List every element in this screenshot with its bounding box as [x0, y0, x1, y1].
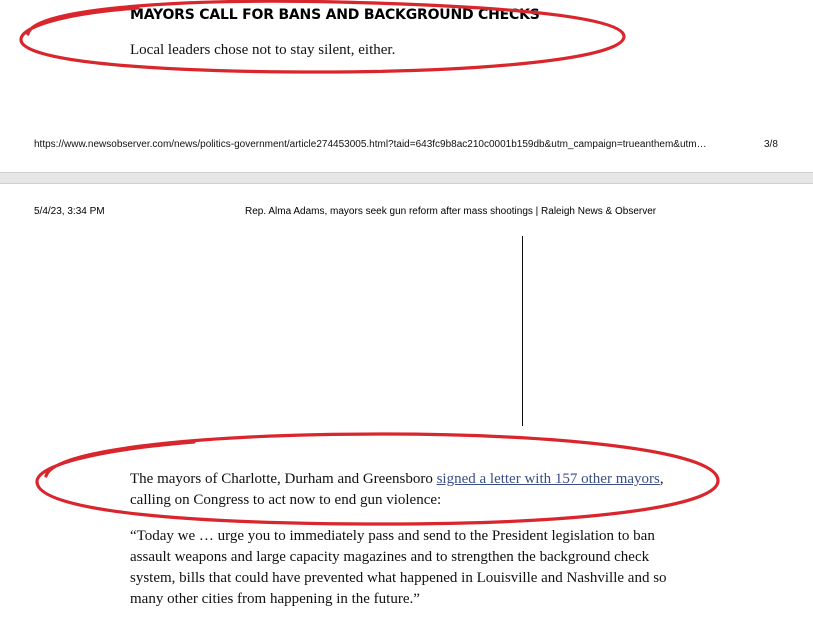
mayors-paragraph	[130, 469, 690, 511]
section-headline: MAYORS CALL FOR BANS AND BACKGROUND CHECKS	[130, 7, 540, 23]
mayors-text-start: The mayors of Charlotte, Durham and Greensboro	[130, 471, 437, 487]
page-separator	[0, 172, 813, 184]
signed-letter-link[interactable]: signed a letter with 157 other mayors	[436, 471, 660, 487]
lead-paragraph: Local leaders chose not to stay silent, either.	[130, 42, 396, 58]
quote-paragraph: “Today we … urge you to immediately pass and send to the President legislation to ban assault weapons and large capacity magazines and to strengthen the background check system, bills that could have prevented what happened in Louisville and Nashville and so many other cities from happening in the future.”	[130, 528, 667, 607]
pdf-page-4	[0, 184, 813, 617]
vertical-rule	[522, 236, 523, 426]
page-header-title: Rep. Alma Adams, mayors seek gun reform after mass shootings | Raleigh News & Observer	[245, 206, 657, 217]
pdf-page-3	[0, 0, 813, 172]
page-number: 3/8	[764, 139, 778, 150]
mayors-text-end: , calling on Congress to act now to end gun violence:	[130, 471, 664, 508]
page-footer-url: https://www.newsobserver.com/news/politics-government/article274453005.html?taid=643fc9b8ac210c0001b159db&utm_campaign=trueanthem&utm…	[34, 139, 707, 150]
page-header-date: 5/4/23, 3:34 PM	[34, 206, 105, 217]
